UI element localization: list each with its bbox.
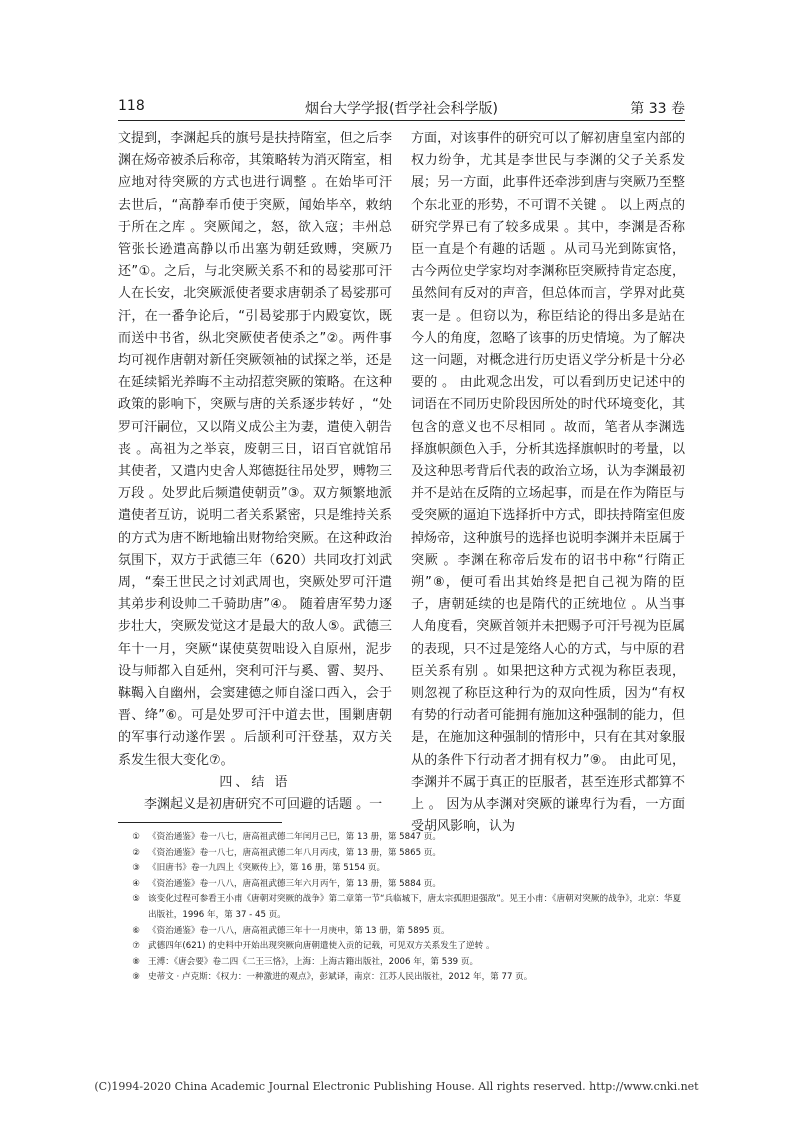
footnote xyxy=(118,970,688,986)
footnote xyxy=(118,924,688,940)
body-paragraph: 李渊起义是初唐研究不可回避的话题 。一 xyxy=(144,797,383,813)
section-heading: 四、结 语 xyxy=(219,774,291,790)
footnote-mark: ④ xyxy=(132,878,140,889)
footnote-mark: ⑥ xyxy=(132,925,140,936)
footnote xyxy=(118,955,688,971)
footnote xyxy=(118,830,688,846)
footnote-mark: ① xyxy=(132,832,140,842)
footnote xyxy=(118,939,688,955)
footnote xyxy=(118,877,688,893)
copyright-notice: (C)1994-2020 China Academic Journal Electronic Publishing House. All rights reserved. http://www.cnki.net xyxy=(94,1080,699,1093)
footnote-text: 王溥：《唐会要》卷二四《二王三恪》，上海：上海古籍出版社，2006 年，第 539 页。 xyxy=(148,956,479,967)
footnote-text: 《资治通鉴》卷一八八，唐高祖武德三年十一月庚申，第 13 册，第 5895 页。 xyxy=(148,925,450,936)
footnote-mark: ⑨ xyxy=(132,972,140,983)
journal-title: 烟台大学学报(哲学社会科学版) xyxy=(305,101,498,117)
footnote-text: 该变化过程可参看王小甫《唐朝对突厥的战争》第二章第一节“兵临城下，唐太宗孤胆退强敌”。见王小甫：《唐朝对突厥的战争》，北京：华夏出版社，1996 年，第 37 - 45 页。 xyxy=(148,894,682,920)
footnote-text: 《资治通鉴》卷一八七，唐高祖武德二年闰月己巳，第 13 册，第 5847 页。 xyxy=(148,832,441,842)
footnote-mark: ⑧ xyxy=(132,956,140,967)
footnote-text: 《旧唐书》卷一九四上《突厥传上》，第 16 册，第 5154 页。 xyxy=(148,863,386,874)
footnote-mark: ③ xyxy=(132,863,140,874)
footnote-text: 史蒂文 · 卢克斯：《权力：一种激进的观点》，彭斌译，南京：江苏人民出版社，2012 年，第 77 页。 xyxy=(148,972,533,983)
left-column xyxy=(118,128,392,816)
body-paragraph: 方面，对该事件的研究可以了解初唐皇室内部的权力纷争，尤其是李世民与李渊的父子关系发展；另一方面，此事件还牵涉到唐与突厥乃至整个东北亚的形势，不可谓不关键 。 以上两点的研究学界已有了较多成果 。其中，李渊是否称臣一直是个有趣的话题 。从司马光到陈寅恪，古今两位史学家均对李渊称臣突厥持肯定态度，虽然间有反对的声音，但总体而言，学界对此莫衷一是 。但窃以为，称臣结论的得出多是站在今人的角度，忽略了该事的历史情境。为了解决这一问题，对概念进行历史语义学分析是十分必要的 。 由此观念出发，可以看到历史记述中的词语在不同历史阶段因所处的时代环境变化，其包含的意义也不尽相同 。故而，笔者从李渊选择旗帜颜色入手，分析其选择旗帜时的考量，以及这种思考背后代表的政治立场，认为李渊最初并不是站在反隋的立场起事，而是在作为隋臣与受突厥的逼迫下选择折中方式，即扶持隋室但废掉炀帝，这种旗号的选择也说明李渊并未臣属于突厥 。李渊在称帝后发布的诏书中称“行隋正朔”⑧，便可看出其始终是把自己视为隋的臣子，唐朝延续的也是隋代的正统地位 。从当事人角度看，突厥首领并未把赐予可汗号视为臣属的表现，只不过是笼络人心的方式，与中原的君臣关系有别 。如果把这种方式视为称臣表现，则忽视了称臣这种行为的双向性质，因为“有权有势的行动者可能拥有施加这种强制的能力，但是，在施加这种强制的情形中，只有在其对象服从的条件下行动者才拥有权力”⑨。 由此可见，李渊并不属于真正的臣服者，甚至连形式都算不上 。 因为从李渊对突厥的谦卑行为看，一方面受胡风影响，认为 xyxy=(411,131,685,835)
footnote-mark: ⑤ xyxy=(132,894,140,905)
footnotes xyxy=(118,830,688,986)
footnote xyxy=(118,892,688,923)
footnote xyxy=(118,846,688,862)
running-header xyxy=(118,98,685,118)
footnote xyxy=(118,861,688,877)
footnote-text: 武德四年(621) 的史料中开始出现突厥向唐朝遣使入贡的记载，可见双方关系发生了逆转 。 xyxy=(148,941,495,952)
footnote-mark: ⑦ xyxy=(132,941,140,952)
footnote-mark: ② xyxy=(132,847,140,858)
page-number: 118 xyxy=(118,98,145,114)
footnote-text: 《资治通鉴》卷一八八，唐高祖武德三年六月丙午，第 13 册，第 5884 页。 xyxy=(148,878,441,889)
volume-label: 第 33 卷 xyxy=(630,101,685,117)
right-column xyxy=(411,128,685,839)
footnote-rule xyxy=(118,822,282,823)
footnote-text: 《资治通鉴》卷一八七，唐高祖武德二年八月丙戌，第 13 册，第 5865 页。 xyxy=(148,847,441,858)
header-rule xyxy=(118,120,685,121)
body-paragraph: 文提到，李渊起兵的旗号是扶持隋室，但之后李渊在炀帝被杀后称帝，其策略转为消灭隋室，相应地对待突厥的方式也进行调整 。在始毕可汗去世后，“高静奉币使于突厥，闻始毕卒，敕纳于所在之库 。突厥闻之，怒，欲入寇；丰州总管张长逊遣高静以币出塞为朝廷致赙，突厥乃还”①。之后，与北突厥关系不和的曷娑那可汗人在长安，北突厥派使者要求唐朝杀了曷娑那可汗，在一番争论后，“引曷娑那于内殿宴饮，既而送中书省，纵北突厥使者使杀之”②。两件事均可视作唐朝对新任突厥领袖的试探之举，还是在延续韬光养晦不主动招惹突厥的策略。在这种政策的影响下，突厥与唐的关系逐步转好 ，“处罗可汗嗣位，又以隋义成公主为妻，遣使入朝告丧 。高祖为之举哀，废朝三日，诏百官就馆吊其使者，又遣内史舍人郑德挺往吊处罗，赙物三万段 。处罗此后频遣使朝贡”③。双方频繁地派遣使者互访，说明二者关系紧密，只是维持关系的方式为唐不断地输出财物给突厥。在这种政治氛围下，双方于武德三年（620）共同攻打刘武周，“秦王世民之讨刘武周也，突厥处罗可汗遣其弟步利设帅二千骑助唐”④。 随着唐军势力逐步壮大，突厥发觉这才是最大的敌人⑤。武德三年十一月，突厥“谋使莫贺咄设入自原州，泥步设与师都入自延州，突利可汗与奚、霫、契丹、靺鞨入自幽州，会窦建德之师自滏口西入，会于晋、绛”⑥。可是处罗可汗中道去世，围剿唐朝的军事行动遂作罢 。后颉利可汗登基，双方关系发生很大变化⑦。 xyxy=(118,131,392,768)
